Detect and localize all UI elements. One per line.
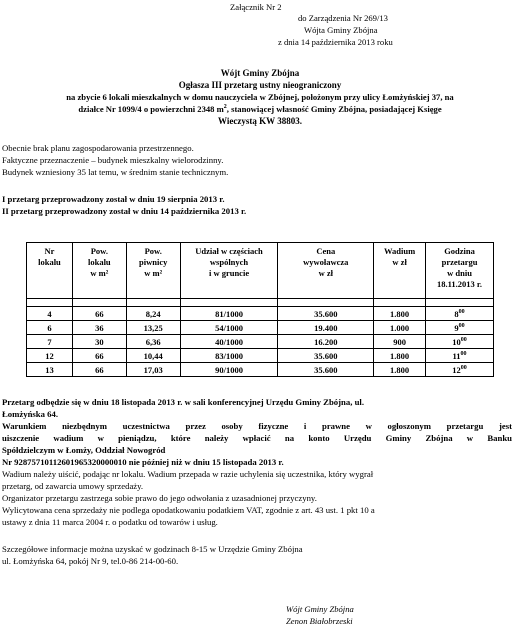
table-header-row bbox=[27, 243, 494, 299]
table-row bbox=[27, 307, 494, 321]
deposit-condition-2: uiszczenie wadium w pieniądzu, które należy wpłacić na konto Urzędu Gminy Zbójna w Banku bbox=[2, 433, 512, 443]
vat-note-2: ustawy z dnia 11 marca 2004 r. o podatku od towarów i usług. bbox=[2, 517, 218, 527]
column-header-line: Pow. bbox=[144, 246, 162, 256]
announcement-subject: na zbycie 6 lokali mieszkalnych w domu nauczyciela w Zbójnej, położonym przy ulicy Łomżyńskiej 37, na bbox=[66, 92, 454, 102]
column-header-5 bbox=[374, 243, 426, 299]
cell-udzial: 83/1000 bbox=[180, 349, 278, 363]
announcer-title: Wójt Gminy Zbójna bbox=[220, 68, 300, 78]
spacer-cell bbox=[374, 299, 426, 307]
cell-godz bbox=[426, 363, 494, 377]
spacer-cell bbox=[126, 299, 180, 307]
column-header-line: lokalu bbox=[38, 257, 61, 267]
deposit-bank: Spółdzielczym w Łomży, Oddział Nowogród bbox=[2, 445, 166, 455]
column-header-3 bbox=[180, 243, 278, 299]
column-header-line: Nr bbox=[44, 246, 55, 256]
auction-date-line1: Przetarg odbędzie się w dniu 18 listopada 2013 r. w sali konferencyjnej Urzędu Gminy Zbójna, ul. bbox=[2, 397, 364, 407]
info-building: Budynek wzniesiony 35 lat temu, w średnim stanie technicznym. bbox=[2, 167, 229, 177]
column-header-6 bbox=[426, 243, 494, 299]
cell-wadium: 1.800 bbox=[374, 307, 426, 321]
hour-value: 11 bbox=[452, 350, 461, 361]
vat-note-1: Wylicytowana cena sprzedaży nie podlega opodatkowaniu podatkiem VAT, zgodnie z art. 43 ust. 1 pkt 10 a bbox=[2, 505, 375, 515]
info-plan: Obecnie brak planu zagospodarowania przestrzennego. bbox=[2, 143, 194, 153]
column-header-line: wywoławcza bbox=[303, 257, 349, 267]
cell-udzial: 40/1000 bbox=[180, 335, 278, 349]
history-second: II przetarg przeprowadzony został w dniu 14 października 2013 r. bbox=[2, 206, 247, 216]
cell-udzial: 54/1000 bbox=[180, 321, 278, 335]
minutes-sup: 00 bbox=[458, 322, 465, 329]
cell-pow: 66 bbox=[72, 363, 126, 377]
hour-value: 8 bbox=[454, 308, 459, 319]
history-first: I przetarg przeprowadzony został w dniu 19 sierpnia 2013 r. bbox=[2, 194, 225, 204]
deposit-account: Nr 92875710112601965320000010 nie później niż w dniu 15 listopada 2013 r. bbox=[2, 457, 284, 467]
ordinance-ref: do Zarządzenia Nr 269/13 bbox=[298, 13, 388, 23]
cell-godz bbox=[426, 321, 494, 335]
table-row bbox=[27, 363, 494, 377]
deposit-rules-2: przetarg, od zawarcia umowy sprzedaży. bbox=[2, 481, 144, 491]
contact-info-1: Szczegółowe informacje można uzyskać w godzinach 8-15 w Urzędzie Gminy Zbójna bbox=[2, 544, 303, 554]
announcement-headline: Ogłasza III przetarg ustny nieograniczony bbox=[178, 80, 342, 90]
spacer-cell bbox=[426, 299, 494, 307]
column-header-line: lokalu bbox=[87, 257, 111, 267]
hour-value: 10 bbox=[452, 336, 461, 347]
column-header-line: Cena bbox=[316, 246, 336, 256]
minutes-sup: 00 bbox=[460, 336, 467, 343]
deposit-rules-1: Wadium należy uiścić, podając nr lokalu. Wadium przepada w razie uchylenia się uczestnika, który wygrał bbox=[2, 469, 374, 479]
cell-pow: 66 bbox=[72, 349, 126, 363]
table-row bbox=[27, 335, 494, 349]
cell-godz bbox=[426, 307, 494, 321]
column-header-line: w zł bbox=[318, 268, 333, 278]
cell-godz bbox=[426, 335, 494, 349]
column-header-line: w dniu bbox=[447, 268, 472, 278]
announcement-register: Wieczystą KW 38803. bbox=[218, 116, 302, 126]
plot-unit-sup: 2 bbox=[223, 104, 227, 111]
cell-nr: 7 bbox=[27, 335, 73, 349]
auction-date-line2: Łomżyńska 64. bbox=[2, 409, 58, 419]
cell-nr: 6 bbox=[27, 321, 73, 335]
units-table bbox=[26, 242, 494, 377]
spacer-cell bbox=[72, 299, 126, 307]
plot-text-cont: , stanowiącej własność Gminy Zbójna, posiadającej Księge bbox=[226, 104, 442, 114]
cell-godz bbox=[426, 349, 494, 363]
info-purpose: Faktyczne przeznaczenie – budynek mieszkalny wielorodzinny. bbox=[2, 155, 224, 165]
cell-pow: 30 bbox=[72, 335, 126, 349]
cell-piw: 6,36 bbox=[126, 335, 180, 349]
column-header-2 bbox=[126, 243, 180, 299]
cell-wadium: 900 bbox=[374, 335, 426, 349]
table-row bbox=[27, 349, 494, 363]
hour-value: 9 bbox=[454, 322, 459, 333]
cell-cena: 16.200 bbox=[278, 335, 374, 349]
cell-pow: 36 bbox=[72, 321, 126, 335]
minutes-sup: 00 bbox=[460, 350, 467, 357]
cell-piw: 17,03 bbox=[126, 363, 180, 377]
column-header-line: w m² bbox=[144, 268, 163, 278]
deposit-condition-1: Warunkiem niezbędnym uczestnictwa przez osoby fizyczne i prawne w ogłoszonym przetargu jest bbox=[2, 421, 512, 431]
cell-cena: 35.600 bbox=[278, 307, 374, 321]
contact-info-2: ul. Łomżyńska 64, pokój Nr 9, tel.0-86 214-00-60. bbox=[2, 556, 179, 566]
cell-nr: 12 bbox=[27, 349, 73, 363]
column-header-4 bbox=[278, 243, 374, 299]
table-row bbox=[27, 321, 494, 335]
ordinance-issuer: Wójta Gminy Zbójna bbox=[304, 25, 378, 35]
minutes-sup: 00 bbox=[460, 364, 467, 371]
announcement-plot bbox=[0, 104, 520, 115]
column-header-line: Wadium bbox=[384, 246, 416, 256]
ordinance-date: z dnia 14 października 2013 roku bbox=[278, 37, 393, 47]
cell-piw: 8,24 bbox=[126, 307, 180, 321]
spacer-cell bbox=[180, 299, 278, 307]
column-header-line: w zł bbox=[392, 257, 407, 267]
column-header-line: Udział w częściach bbox=[195, 246, 263, 256]
attachment-label: Załącznik Nr 2 bbox=[230, 2, 282, 12]
minutes-sup: 00 bbox=[458, 308, 465, 315]
column-header-line: Pow. bbox=[90, 246, 108, 256]
cell-cena: 35.600 bbox=[278, 363, 374, 377]
column-header-line: w m² bbox=[90, 268, 109, 278]
hour-value: 12 bbox=[452, 364, 461, 375]
signature-name: Zenon Białobrzeski bbox=[286, 616, 353, 626]
cell-piw: 13,25 bbox=[126, 321, 180, 335]
cell-wadium: 1.800 bbox=[374, 363, 426, 377]
column-header-line: piwnicy bbox=[139, 257, 168, 267]
cell-cena: 19.400 bbox=[278, 321, 374, 335]
cell-nr: 13 bbox=[27, 363, 73, 377]
column-header-1 bbox=[72, 243, 126, 299]
column-header-line: wspólnych bbox=[209, 257, 249, 267]
column-header-0 bbox=[27, 243, 73, 299]
column-header-line: i w gruncie bbox=[208, 268, 250, 278]
column-header-line: 18.11.2013 r. bbox=[437, 279, 483, 289]
cell-cena: 35.600 bbox=[278, 349, 374, 363]
column-header-line: przetargu bbox=[441, 257, 478, 267]
cell-udzial: 81/1000 bbox=[180, 307, 278, 321]
spacer-cell bbox=[27, 299, 73, 307]
spacer-cell bbox=[278, 299, 374, 307]
signature-title: Wójt Gminy Zbójna bbox=[286, 604, 354, 614]
column-header-line: Godzina bbox=[444, 246, 475, 256]
cell-udzial: 90/1000 bbox=[180, 363, 278, 377]
cell-wadium: 1.800 bbox=[374, 349, 426, 363]
plot-text: działce Nr 1099/4 o powierzchni 2348 m bbox=[78, 104, 224, 114]
spacer-row bbox=[27, 299, 494, 307]
cell-nr: 4 bbox=[27, 307, 73, 321]
cell-piw: 10,44 bbox=[126, 349, 180, 363]
cell-pow: 66 bbox=[72, 307, 126, 321]
cell-wadium: 1.000 bbox=[374, 321, 426, 335]
cancellation-note: Organizator przetargu zastrzega sobie prawo do jego odwołania z uzasadnionej przyczyny. bbox=[2, 493, 317, 503]
